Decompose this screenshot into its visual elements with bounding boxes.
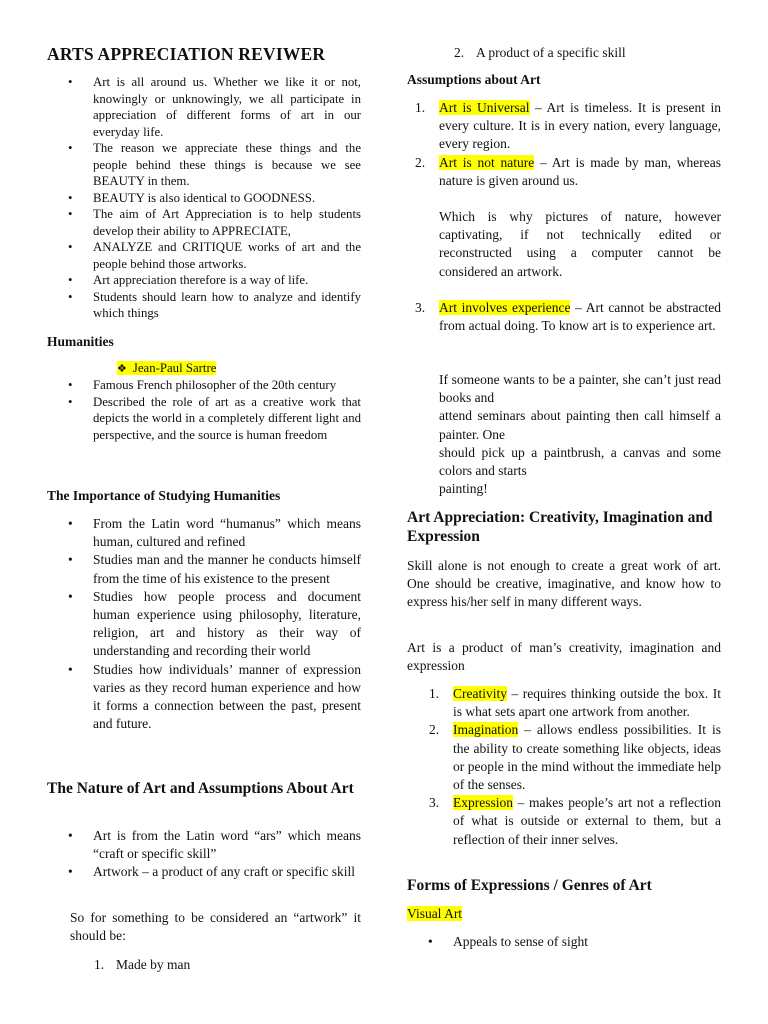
creativity-heading: Art Appreciation: Creativity, Imagination and Expression (407, 509, 713, 545)
list-item: 1. Creativity – requires thinking outside the box. It is what sets apart one artwork from another. (429, 686, 721, 720)
list-item: 3. Art involves experience – Art cannot be abstracted from actual doing. To know art is to experience art. (415, 300, 722, 334)
list-item: • The aim of Art Appreciation is to help students develop their ability to APPRECIATE, (93, 206, 361, 239)
nature-note-block (439, 208, 721, 281)
visual-art-bullet-list (453, 933, 721, 951)
assumptions-list (415, 99, 721, 190)
nature-bullet-list (93, 827, 361, 882)
list-item: • BEAUTY is also identical to GOODNESS. (93, 190, 361, 207)
list-item: • Art appreciation therefore is a way of life. (93, 272, 361, 289)
nature-heading: The Nature of Art and Assumptions About Art (47, 780, 354, 797)
highlighted-term: Art is Universal (439, 100, 530, 115)
assumptions-list-continued (415, 299, 722, 335)
list-item: 2. A product of a specific skill (454, 45, 626, 60)
highlighted-term: Expression (453, 795, 513, 811)
creativity-list (429, 685, 721, 849)
list-item: 3. Expression – makes people’s art not a reflection of what is outside or external to them, but a reflection of their inner selves. (429, 795, 721, 847)
skill-paragraph: Skill alone is not enough to create a great work of art. One should be creative, imaginative, and know how to express his/her self in many different ways. (407, 558, 721, 610)
diamond-bullet-icon: ❖ (117, 363, 127, 375)
painter-note-block (439, 371, 721, 498)
list-item: • Students should learn how to analyze and identify which things (93, 289, 361, 322)
painter-line: If someone wants to be a painter, she can’t just read books and (439, 372, 721, 406)
list-item: • The reason we appreciate these things and the people behind these things is because we see BEAUTY in them. (93, 140, 361, 190)
document-title: ARTS APPRECIATION REVIWER (47, 44, 326, 64)
humanities-heading: Humanities (47, 334, 114, 349)
list-item: • Studies man and the manner he conducts himself from the time of his existence to the present (93, 551, 361, 587)
list-item: • Appeals to sense of sight (453, 933, 721, 951)
importance-bullet-list (93, 515, 361, 733)
list-item: • Studies how individuals’ manner of expression varies as they record human experience and how it forms a connection between the past, present and future. (93, 661, 361, 734)
sartre-bullet-list (93, 377, 361, 443)
painter-line: painting! (439, 481, 488, 497)
forms-heading: Forms of Expressions / Genres of Art (407, 877, 652, 894)
sartre-entry (117, 360, 216, 378)
visual-art-label-block (407, 905, 462, 923)
intro-bullet-list (93, 74, 361, 322)
sartre-name: Jean-Paul Sartre (132, 361, 217, 375)
artwork-criteria-list-continued (454, 44, 721, 62)
artwork-criteria-list (94, 956, 361, 974)
list-item: • Art is from the Latin word “ars” which means “craft or specific skill” (93, 827, 361, 863)
highlighted-term: Art involves experience (439, 300, 571, 315)
assumptions-heading: Assumptions about Art (407, 72, 541, 87)
painter-line: should pick up a paintbrush, a canvas and some colors and starts (439, 444, 721, 479)
list-item: • From the Latin word “humanus” which means human, cultured and refined (93, 515, 361, 551)
nature-note: Which is why pictures of nature, however captivating, if not technically edited or reconstructed using a computer cannot be considered an artwork. (439, 209, 721, 279)
skill-paragraph-block (407, 557, 721, 612)
highlighted-term: Art is not nature (439, 154, 535, 170)
highlighted-term: Creativity (453, 686, 507, 701)
list-item: 2. Imagination – allows endless possibilities. It is the ability to create something like objects, ideas or people in the mind without the immediate help of the senses. (429, 722, 721, 793)
list-item: • Famous French philosopher of the 20th century (93, 377, 361, 394)
list-item: • Artwork – a product of any craft or specific skill (93, 863, 361, 881)
list-item: • Art is all around us. Whether we like it or not, knowingly or unknowingly, we all participate in appreciation of different forms of art in our everyday life. (93, 74, 361, 140)
highlighted-term: Imagination (453, 722, 519, 738)
painter-line: attend seminars about painting then call himself a painter. One (439, 408, 721, 442)
list-item: • Described the role of art as a creative work that depicts the world in a completely different light and perspective, and the source is human freedom (93, 394, 361, 444)
product-paragraph: Art is a product of man’s creativity, imagination and expression (407, 640, 721, 674)
visual-art-label: Visual Art (407, 906, 463, 921)
artwork-intro: So for something to be considered an “artwork” it should be: (70, 910, 361, 944)
list-item: • Studies how people process and document human experience using philosophy, literature, religion, art and history as their way of understanding and recording their world (93, 588, 361, 661)
list-item: 1. Made by man (94, 957, 191, 972)
list-item: • ANALYZE and CRITIQUE works of art and the people behind those artworks. (93, 239, 361, 272)
list-item: 2. Art is not nature – Art is made by man, whereas nature is given around us. (415, 154, 721, 188)
importance-heading: The Importance of Studying Humanities (47, 488, 281, 503)
list-item: 1. Art is Universal – Art is timeless. It is present in every culture. It is in every nation, every language, every region. (415, 100, 721, 152)
product-paragraph-block (407, 639, 721, 675)
artwork-intro-block (70, 909, 361, 945)
